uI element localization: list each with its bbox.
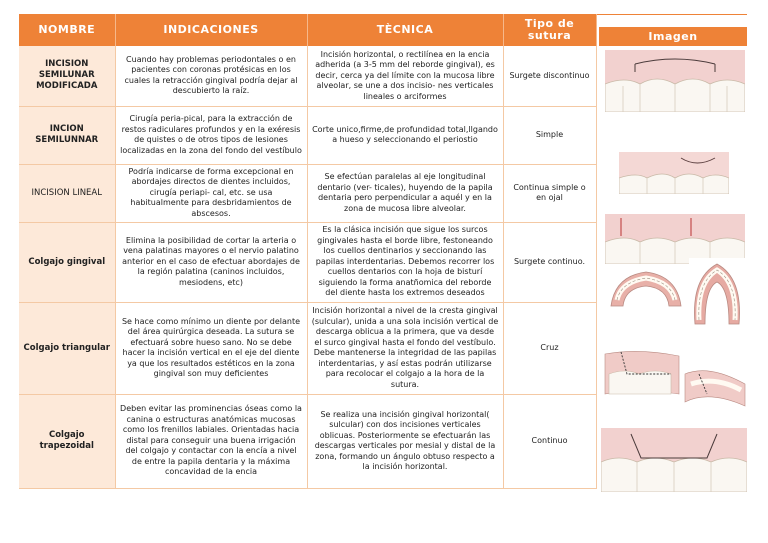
header-imagen: Imagen [599, 27, 747, 46]
row-name: Colgajo trapezoidal [19, 394, 115, 488]
table-row [19, 164, 596, 222]
row-name: INCISION LINEAL [19, 164, 115, 222]
image-column [597, 14, 768, 494]
row-sutura: Surgete continuo. [503, 222, 596, 302]
table-header-row [19, 14, 596, 46]
teeth-arch-illustration [607, 266, 685, 314]
row-name: INCISION SEMILUNAR MODIFICADA [19, 46, 115, 106]
image-header-divider [597, 14, 747, 27]
header-tipo-sutura: Tipo de sutura [503, 14, 596, 46]
row-sutura: Continua simple o en ojal [503, 164, 596, 222]
table-row [19, 222, 596, 302]
gum-incision-illustration [601, 428, 747, 492]
row-indicaciones: Cuando hay problemas periodontales o en pacientes con coronas protésicas en los cuales la retracción gingival podría dejar al descubierto la raíz. [115, 46, 307, 106]
gum-incision-illustration [619, 152, 729, 194]
row-tecnica: Se realiza una incisión gingival horizontal( sulcular) con dos incisiones verticales oblicuas. Posteriormente se efectuarán las descargas verticales por mesial y distal de la zona, formando un ángulo obtuso respecto a la incisión horizontal. [307, 394, 503, 488]
row-name: INCION SEMILUNNAR [19, 106, 115, 164]
row-name: Colgajo gingival [19, 222, 115, 302]
row-indicaciones: Podría indicarse de forma excepcional en abordajes directos de dientes incluidos, cirugía periapi- cal, etc. se usa habitualmente para desbridamientos de abscesos. [115, 164, 307, 222]
row-tecnica: Corte unico,firme,de profundidad total,llgando a hueso y seleccionando el periostio [307, 106, 503, 164]
gum-incision-illustration [605, 50, 745, 112]
table-row [19, 302, 596, 394]
row-tecnica: Incisión horizontal, o rectilínea en la encia adherida (a 3-5 mm del reborde gingival), es decir, cerca ya del límite con la mucosa libre alveolar, se une a dos incisio- nes verticales lineales o arciformes [307, 46, 503, 106]
row-sutura: Continuo [503, 394, 596, 488]
header-tecnica: TÈCNICA [307, 14, 503, 46]
header-indicaciones: INDICACIONES [115, 14, 307, 46]
surgical-incision-table [19, 14, 597, 489]
table-row [19, 106, 596, 164]
row-sutura: Simple [503, 106, 596, 164]
row-tecnica: Es la clásica incisión que sigue los surcos gingivales hasta el borde libre, festoneando los cuellos dentinarios y seccionando las papilas interdentarias. Debemos recorrer los cuellos dentarios con la hoja de bisturí siguiendo la forma anatñomica del reborde del diente hasta los extremos deseados [307, 222, 503, 302]
row-sutura: Cruz [503, 302, 596, 394]
header-nombre: NOMBRE [19, 14, 115, 46]
row-indicaciones: Se hace como mínimo un diente por delante del área quirúrgica deseada. La sutura se efectuará sobre hueso sano. No se debe hacer la incisión vertical en el eje del diente ya que los resultados estéticos en la zona gingival son muy deficientes [115, 302, 307, 394]
gum-incision-illustration [605, 214, 745, 264]
row-indicaciones: Deben evitar las prominencias óseas como la canina o estructuras anatómicas mucosas como los frenillos labiales. Orientadas hacia distal para conseguir una buena irrigación del colgajo y contactar con la encía a nivel de entre la papila dentaria y la máxima concavidad de la encia [115, 394, 307, 488]
row-name: Colgajo triangular [19, 302, 115, 394]
row-sutura: Surgete discontinuo [503, 46, 596, 106]
row-tecnica: Incisión horizontal a nivel de la cresta gingival (sulcular), unida a una sola incisión vertical de descarga oblicua a la primera, que va desde el surco gingival hasta el fondo del vestíbulo. Debe mantenerse la integridad de las papilas interdentarias, y así estas podrán utilizarse para recolocar el colgajo a la hora de la sutura. [307, 302, 503, 394]
table-row [19, 394, 596, 488]
row-indicaciones: Elimina la posibilidad de cortar la arteria o vena palatinas mayores o el nervio palatino anterior en el caso de efectuar abordajes de la región palatina (caninos incluidos, mesiodens, etc) [115, 222, 307, 302]
row-indicaciones: Cirugía peria-pical, para la extracción de restos radiculares profundos y en la exéresis de quistes o de otros tipos de lesiones localizadas en la zona del fondo del vestíbulo [115, 106, 307, 164]
gum-incision-illustration [599, 344, 749, 414]
teeth-arch-illustration [689, 258, 745, 328]
table-row [19, 46, 596, 106]
row-tecnica: Se efectúan paralelas al eje longitudinal dentario (ver- ticales), huyendo de la papila dentaria pero perpendicular a aquél y en la zona de mucosa libre alveolar. [307, 164, 503, 222]
